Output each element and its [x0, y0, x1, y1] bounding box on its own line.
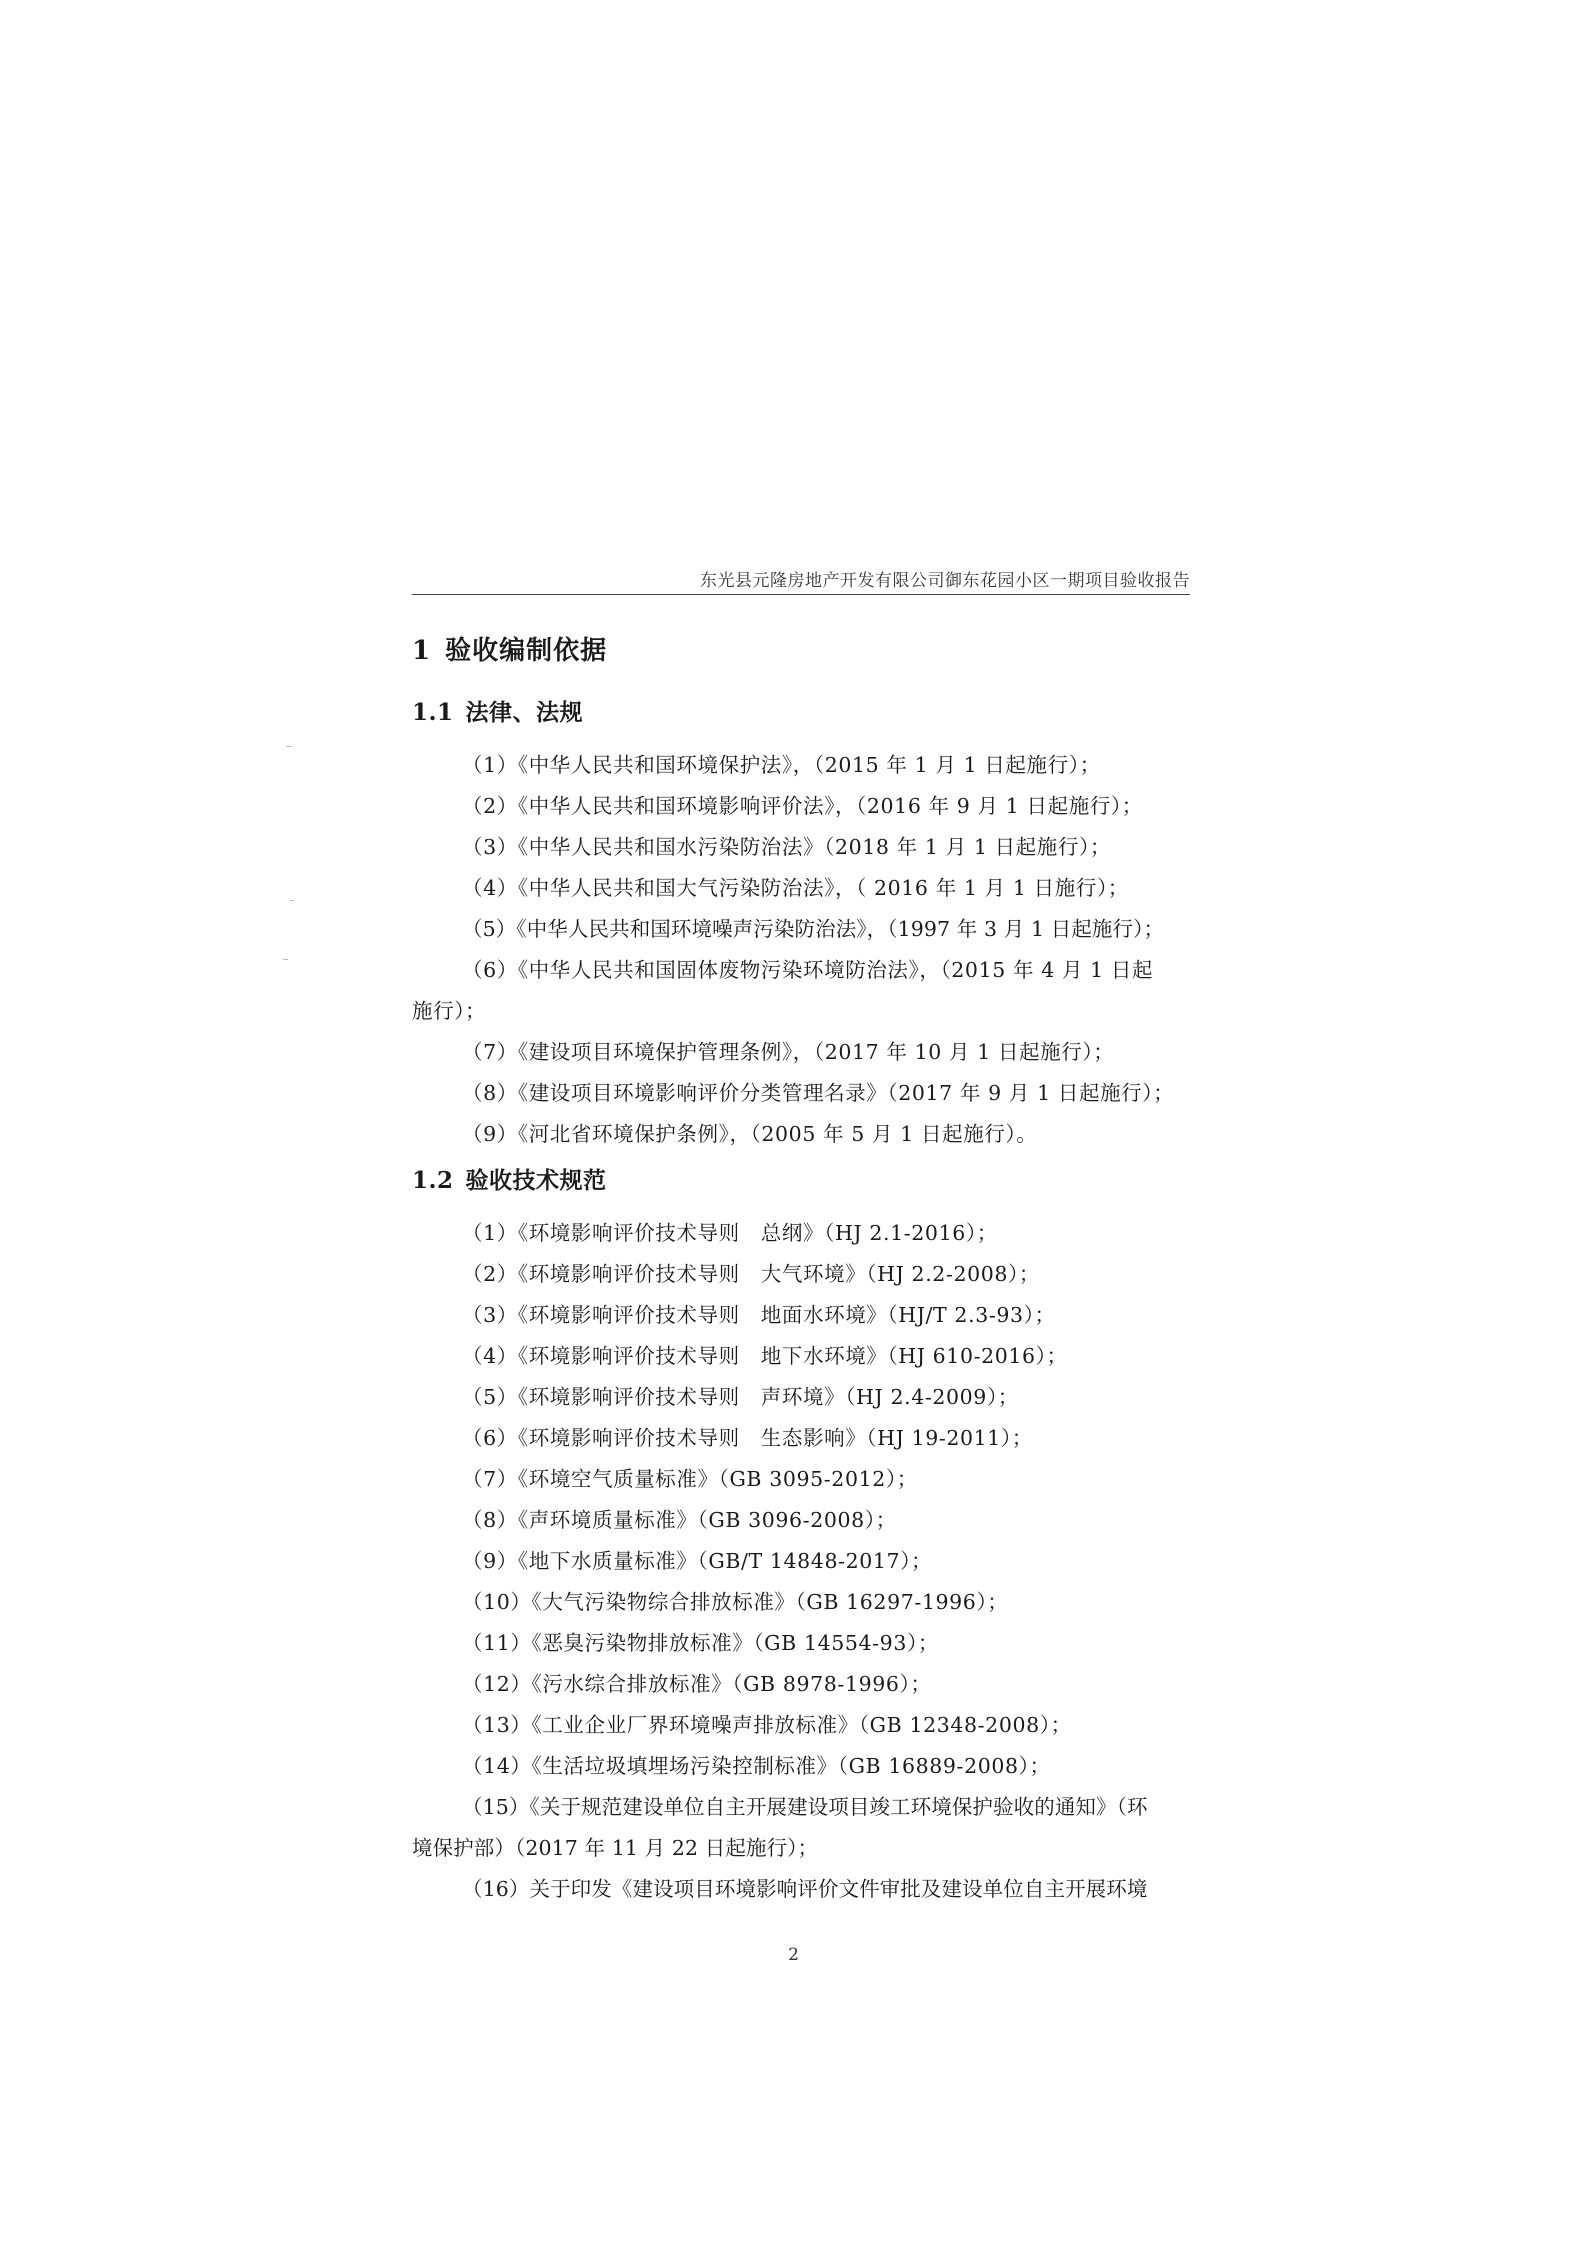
list-item: [412, 1746, 1190, 1787]
list-item: [412, 1336, 1190, 1377]
list-item-text: （6）《环境影响评价技术导则 生态影响》（HJ 19-2011）；: [462, 1426, 1033, 1450]
list-item: [412, 1295, 1190, 1336]
list-item: [412, 909, 1190, 950]
list-item-text: （7）《环境空气质量标准》（GB 3095-2012）；: [462, 1467, 918, 1491]
list-item: [412, 1705, 1190, 1746]
list-item: [412, 1418, 1190, 1459]
list-item: [412, 1541, 1190, 1582]
section-title: 验收编制依据: [445, 636, 608, 666]
list-item-text: （4）《中华人民共和国大气污染防治法》，（ 2016 年 1 月 1 日施行）；: [462, 876, 1129, 900]
list-item: [412, 1664, 1190, 1705]
list-item-continuation: 境保护部）（2017 年 11 月 22 日起施行）；: [412, 1836, 819, 1860]
list-item-text: （4）《环境影响评价技术导则 地下水环境》（HJ 610-2016）；: [462, 1344, 1068, 1368]
section-heading-1: [412, 630, 607, 667]
list-item-text: （13）《工业企业厂界环境噪声排放标准》（GB 12348-2008）；: [462, 1713, 1072, 1737]
section-number: 1.1: [412, 699, 454, 726]
list-item-text: （2）《环境影响评价技术导则 大气环境》（HJ 2.2-2008）；: [462, 1262, 1041, 1286]
list-item-text: （6）《中华人民共和国固体废物污染环境防治法》，（2015 年 4 月 1 日起: [462, 958, 1154, 982]
list-item-text: （9）《地下水质量标准》（GB/T 14848-2017）；: [462, 1549, 933, 1573]
list-item-text: （9）《河北省环境保护条例》，（2005 年 5 月 1 日起施行）。: [462, 1122, 1038, 1146]
scan-speck: [286, 746, 292, 747]
list-item-text: （5）《中华人民共和国环境噪声污染防治法》，（1997 年 3 月 1 日起施行）；: [462, 917, 1165, 941]
section-number: 1: [412, 636, 432, 666]
header-rule: [412, 594, 1190, 595]
scan-speck: [289, 900, 294, 901]
list-item: [412, 950, 1190, 1032]
list-item: [412, 1213, 1190, 1254]
section-heading-1-1: [412, 694, 583, 727]
list-item: [412, 1114, 1190, 1155]
section-heading-1-2: [412, 1162, 607, 1195]
list-item: [412, 1459, 1190, 1500]
list-item-text: （8）《声环境质量标准》（GB 3096-2008）；: [462, 1508, 897, 1532]
list-item: [412, 868, 1190, 909]
list-item-text: （2）《中华人民共和国环境影响评价法》，（2016 年 9 月 1 日起施行）；: [462, 794, 1143, 818]
list-item-text: （1）《环境影响评价技术导则 总纲》（HJ 2.1-2016）；: [462, 1221, 998, 1245]
list-item-text: （10）《大气污染物综合排放标准》（GB 16297-1996）；: [462, 1590, 1009, 1614]
page-number: 2: [788, 1945, 799, 1965]
list-item-text: （8）《建设项目环境影响评价分类管理名录》（2017 年 9 月 1 日起施行）；: [462, 1081, 1175, 1105]
list-item-text: （15）《关于规范建设单位自主开展建设项目竣工环境保护验收的通知》（环: [462, 1795, 1148, 1819]
list-item-text: （3）《环境影响评价技术导则 地面水环境》（HJ/T 2.3-93）；: [462, 1303, 1056, 1327]
list-item-text: （5）《环境影响评价技术导则 声环境》（HJ 2.4-2009）；: [462, 1385, 1019, 1409]
list-item: [412, 1582, 1190, 1623]
running-header: 东光县元隆房地产开发有限公司御东花园小区一期项目验收报告: [700, 571, 1190, 591]
list-item-text: （14）《生活垃圾填埋场污染控制标准》（GB 16889-2008）；: [462, 1754, 1051, 1778]
list-item: [412, 1377, 1190, 1418]
list-item-text: （3）《中华人民共和国水污染防治法》（2018 年 1 月 1 日起施行）；: [462, 835, 1111, 859]
list-item: [412, 745, 1190, 786]
list-item: [412, 1787, 1190, 1869]
section-number: 1.2: [412, 1167, 454, 1194]
list-item-text: （12）《污水综合排放标准》（GB 8978-1996）；: [462, 1672, 932, 1696]
section-title: 法律、法规: [465, 699, 584, 726]
list-item: [412, 1869, 1190, 1910]
list-item-text: （7）《建设项目环境保护管理条例》，（2017 年 10 月 1 日起施行）；: [462, 1040, 1115, 1064]
list-item: [412, 1032, 1190, 1073]
scan-speck: [283, 959, 288, 960]
list-item: [412, 1254, 1190, 1295]
list-item-text: （11）《恶臭污染物排放标准》（GB 14554-93）；: [462, 1631, 939, 1655]
list-item-text: （1）《中华人民共和国环境保护法》，（2015 年 1 月 1 日起施行）；: [462, 753, 1101, 777]
list-item: [412, 827, 1190, 868]
list-item-text: （16）关于印发《建设项目环境影响评价文件审批及建设单位自主开展环境: [462, 1877, 1148, 1901]
list-item: [412, 1073, 1190, 1114]
list-item-continuation: 施行）；: [412, 999, 487, 1023]
list-item: [412, 1623, 1190, 1664]
list-item: [412, 1500, 1190, 1541]
list-item: [412, 786, 1190, 827]
section-title: 验收技术规范: [465, 1167, 607, 1194]
